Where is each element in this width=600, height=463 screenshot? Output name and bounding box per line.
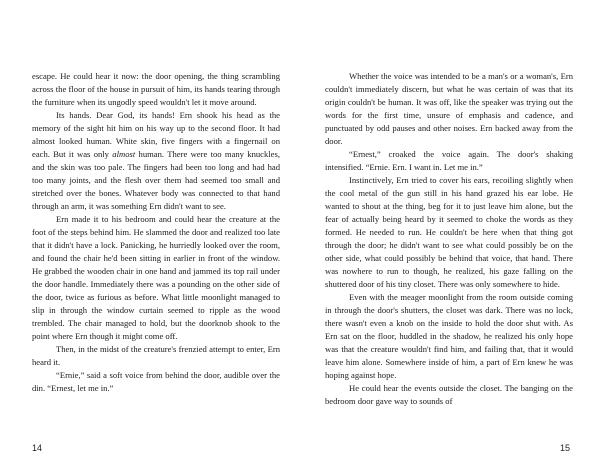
text-run: human. There were too many knuckles, and the skin was too pale. The fingers had been too long and had had too many joints, and the flesh over them had seemed too small and stretched over the bones. Whatever body was connected to that hand through an arm, it was something Ern didn't want to see.	[32, 149, 280, 211]
text-run: Ern made it to his bedroom and could hear the creature at the foot of the steps behind him. He slammed the door and realized too late that it didn't have a lock. Panicking, he hurriedly looked over the room, and found the chair he'd been sitting in earlier in front of the window. He grabbed the wooden chair in one hand and jammed its top rail under the door handle. Immediately there was a pounding on the other side of the door, twice as furious as before. What little moonlight managed to slip in through the window curtain seemed to ripple as the wood trembled. The chair managed to hold, but the doorknob shook to the point where Ern though it might come off.	[32, 214, 280, 341]
left-page-text	[32, 70, 280, 395]
paragraph	[325, 148, 573, 174]
paragraph	[32, 70, 280, 109]
right-page-text	[325, 70, 573, 408]
text-run: He could hear the events outside the closet. The banging on the bedroom door gave way to sounds of	[325, 383, 573, 406]
text-run: Then, in the midst of the creature's frenzied attempt to enter, Ern heard it.	[32, 344, 280, 367]
text-run: Whether the voice was intended to be a man's or a woman's, Ern couldn't immediately discern, but what he was certain of was that its origin couldn't be human. It was off, like the speaker was trying out the words for the first time, unsure of emphasis and cadence, and punctuated by odd pauses and other noises. Ern backed away from the door.	[325, 71, 573, 146]
text-run: Its hands. Dear God, its hands! Ern shook his head as the memory of the sight hit him on his way up to the second floor. It had almost looked human. White skin, five fingers with a fingernail on each. But it was only	[32, 110, 280, 159]
text-run: “Ernest,” croaked the voice again. The door's shaking intensified. “Ernie. Ern. I want in. Let me in.”	[325, 149, 573, 172]
paragraph	[32, 109, 280, 213]
text-run: “Ernie,” said a soft voice from behind the door, audible over the din. “Ernest, let me in.”	[32, 370, 280, 393]
page-number-right: 15	[559, 443, 570, 453]
paragraph	[32, 213, 280, 343]
paragraph	[32, 343, 280, 369]
paragraph	[325, 174, 573, 291]
paragraph	[325, 70, 573, 148]
text-run: Even with the meager moonlight from the room outside coming in through the door's shutters, the closet was dark. There was no lock, there wasn't even a knob on the inside to hold the door shut with. As Ern sat on the floor, huddled in the shadow, he realized his only hope was that the creature wouldn't find him, and failing that, that it would leave him alone. Somewhere inside of him, a part of Ern knew he was hoping against hope.	[325, 292, 573, 380]
page-number-left: 14	[32, 443, 43, 453]
italic-text: almost	[112, 149, 136, 159]
text-run: Instinctively, Ern tried to cover his ears, recoiling slightly when the cool metal of the gun still in his hand grazed his ear lobe. He wanted to shout at the thing, beg for it to just leave him alone, but the fear of actually being heard by it seemed to choke the words as they formed. He needed to run. He couldn't be here when that thing got through the door; he didn't want to see what could possibly be on the other side, what could possibly be behind that voice, that hand. There was nowhere to run to though, he realized, his gaze falling on the shuttered door of his tiny closet. There was only somewhere to hide.	[325, 175, 573, 289]
text-run: escape. He could hear it now: the door opening, the thing scrambling across the floor of the house in pursuit of him, its hands tearing through the furniture when its ungodly speed wouldn't let it move around.	[32, 71, 280, 107]
right-page	[300, 0, 600, 463]
paragraph	[325, 291, 573, 382]
paragraph	[325, 382, 573, 408]
paragraph	[32, 369, 280, 395]
